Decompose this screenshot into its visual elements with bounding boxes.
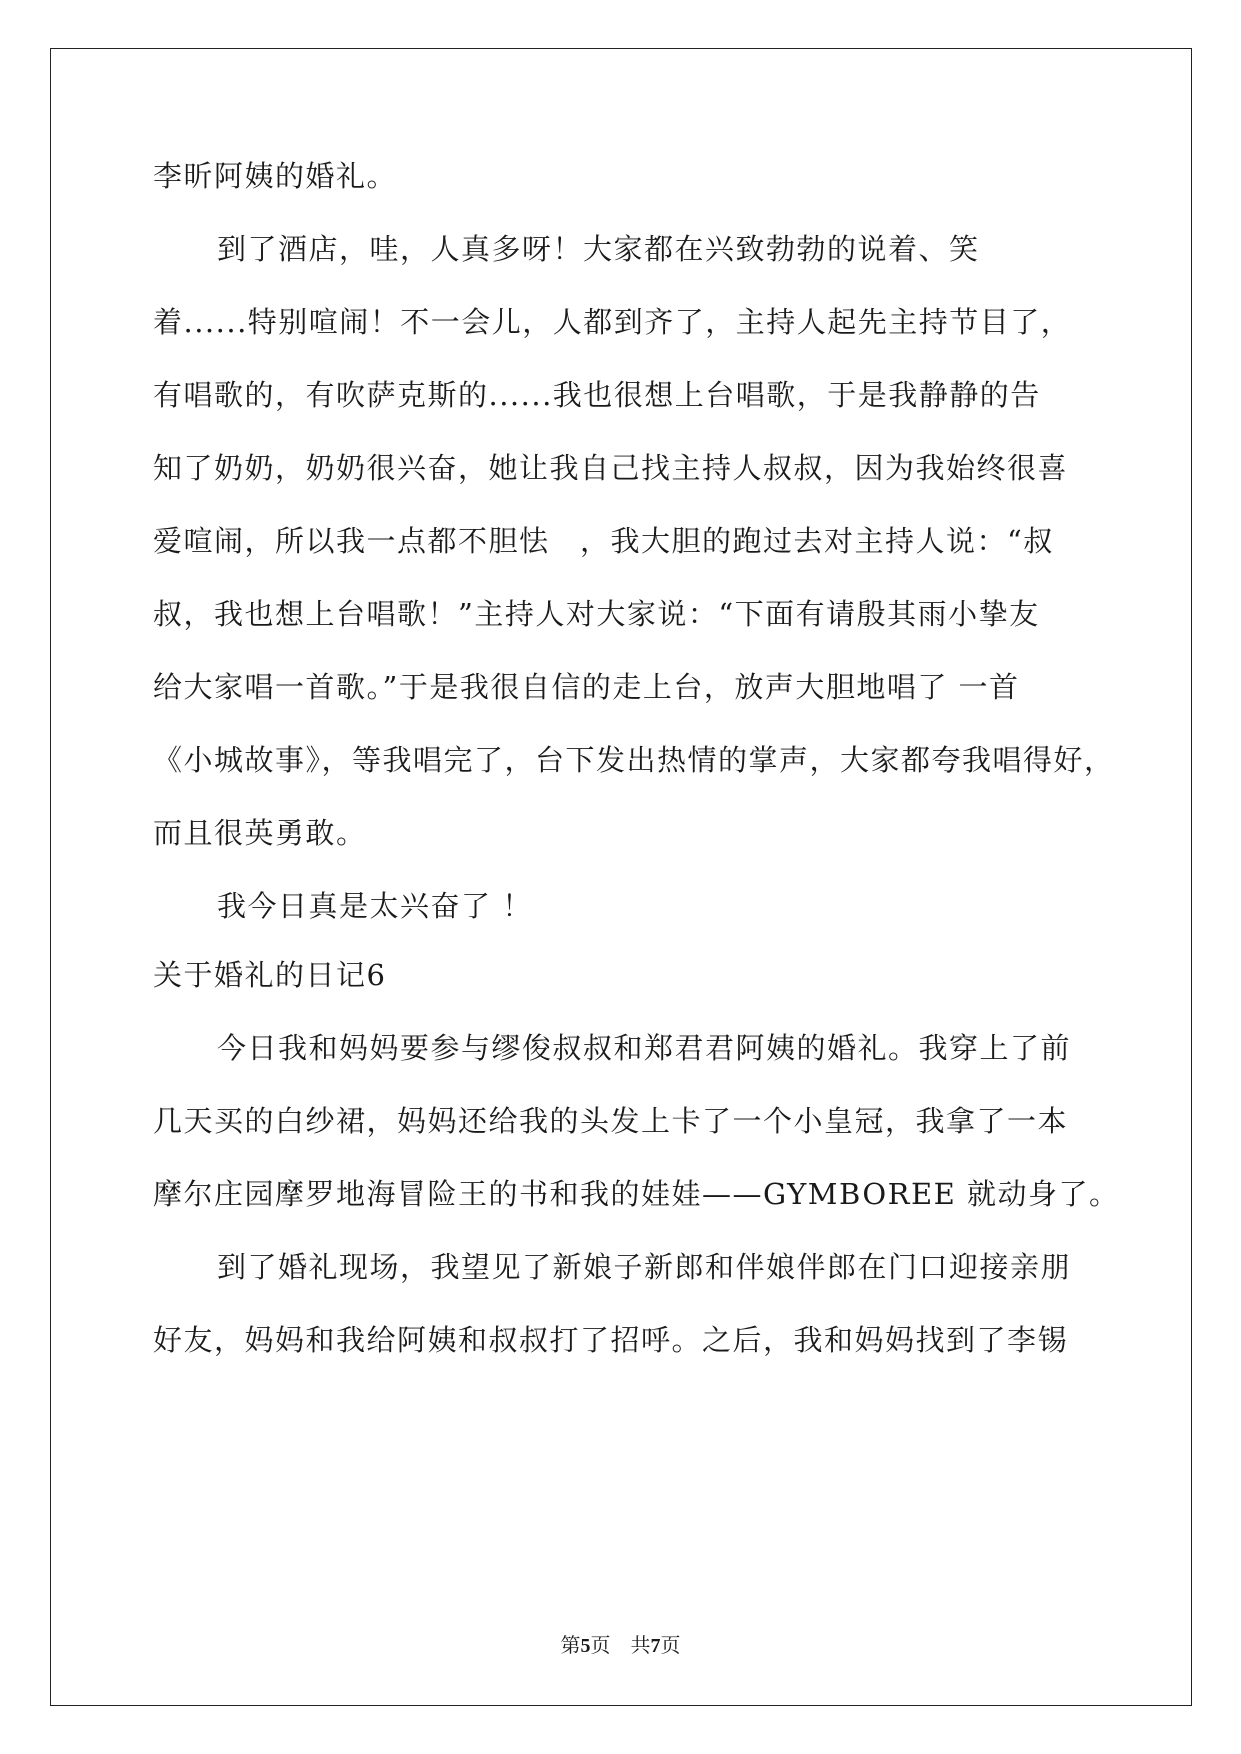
text-line: 摩尔庄园摩罗地海冒险王的书和我的娃娃——GYMBOREE 就动身了。	[153, 1177, 1120, 1211]
text-line: 李昕阿姨的婚礼。	[153, 159, 398, 193]
footer-mid: 页 共	[590, 1635, 651, 1657]
text-line: 几天买的白纱裙，妈妈还给我的头发上卡了一个小皇冠，我拿了一本	[153, 1104, 1069, 1138]
section-heading: 关于婚礼的日记6	[153, 958, 387, 992]
text-line: 给大家唱一首歌。”于是我很自信的走上台，放声大胆地唱了 一首	[153, 670, 1020, 704]
text-line: 有唱歌的，有吹萨克斯的......我也很想上台唱歌，于是我静静的告	[153, 378, 1041, 412]
text-line: 好友，妈妈和我给阿姨和叔叔打了招呼。之后，我和妈妈找到了李锡	[153, 1323, 1069, 1357]
text-line: 叔，我也想上台唱歌！”主持人对大家说：“下面有请殷其雨小挚友	[153, 597, 1040, 631]
text-line: 而且很英勇敢。	[153, 816, 367, 850]
text-line: 今日我和妈妈要参与缪俊叔叔和郑君君阿姨的婚礼。我穿上了前	[217, 1031, 1072, 1065]
text-line: 到了婚礼现场，我望见了新娘子新郎和伴娘伴郎在门口迎接亲朋	[217, 1250, 1072, 1284]
text-line: 《小城故事》，等我唱完了，台下发出热情的掌声，大家都夸我唱得好，	[153, 743, 1115, 777]
text-line: 我今日真是太兴奋了 ！	[217, 889, 533, 923]
page-footer	[0, 1632, 1241, 1660]
text-line: 知了奶奶，奶奶很兴奋，她让我自己找主持人叔叔，因为我始终很喜	[153, 451, 1069, 485]
text-line: 着......特别喧闹！不一会儿，人都到齐了，主持人起先主持节目了，	[153, 305, 1072, 339]
text-line: 爱喧闹，所以我一点都不胆怯 ，我大胆的跑过去对主持人说：“叔	[153, 524, 1054, 558]
page-border	[50, 48, 1192, 1706]
total-page-count: 7	[650, 1635, 661, 1657]
text-line: 到了酒店，哇，人真多呀！大家都在兴致勃勃的说着、笑	[217, 232, 980, 266]
footer-prefix: 第	[560, 1635, 581, 1657]
footer-suffix: 页	[660, 1635, 681, 1657]
current-page-number: 5	[580, 1635, 591, 1657]
